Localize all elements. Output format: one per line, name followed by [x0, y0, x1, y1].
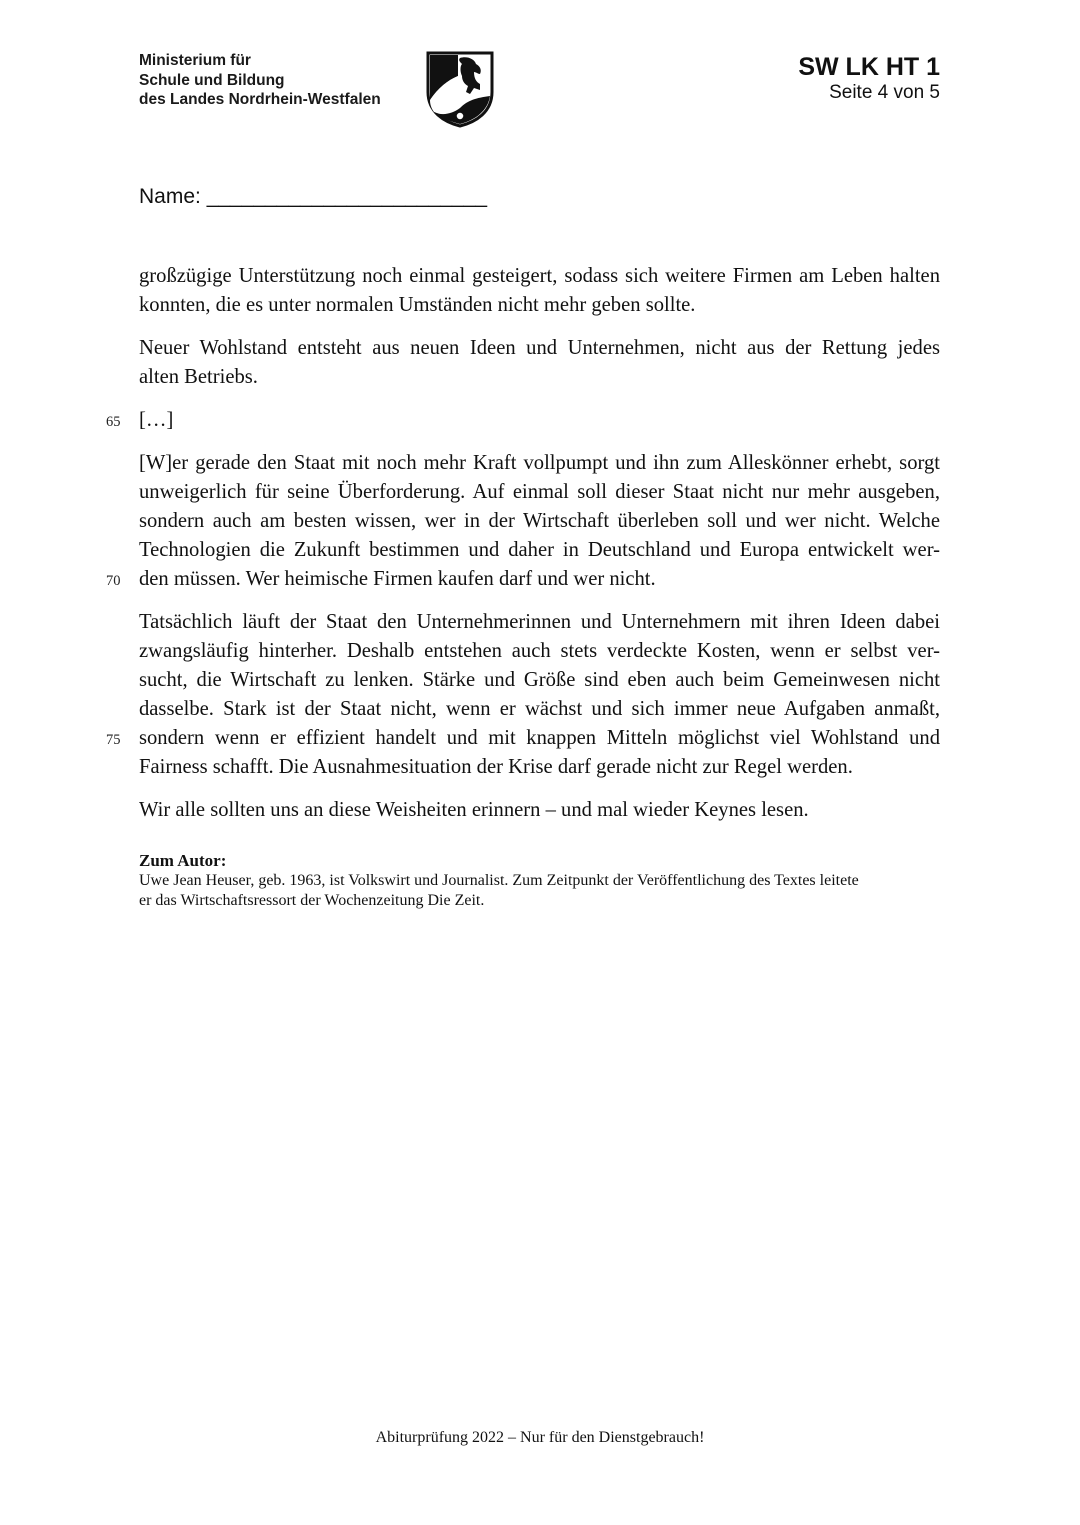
exam-code: SW LK HT 1: [798, 53, 940, 81]
name-label: Name:: [139, 185, 201, 208]
ministry-line: Schule und Bildung: [139, 71, 285, 89]
text-line: sondern auch am besten wissen, wer in der Wirtschaft überleben soll und wer nicht. Welche: [139, 510, 940, 532]
line-text: sondern wenn er effizient handelt und mit knappen Mitteln möglichst viel Wohlstand und: [139, 727, 940, 749]
text-line: sucht, die Wirtschaft zu lenken. Stärke und Größe sind eben auch beim Gemeinwesen nicht: [139, 669, 940, 691]
line-number: 65: [106, 414, 121, 430]
author-line: Uwe Jean Heuser, geb. 1963, ist Volkswirt und Journalist. Zum Zeitpunkt der Veröffentlichung des Textes leitete: [139, 872, 859, 889]
text-line: unweigerlich für seine Überforderung. Auf einmal soll dieser Staat nicht nur mehr ausgeben,: [139, 481, 940, 503]
text-line: zwangsläufig hinterher. Deshalb entstehen auch stets verdeckte Kosten, wenn er selbst ver-: [139, 640, 940, 662]
nrw-crest-icon: [424, 50, 496, 128]
text-line: Tatsächlich läuft der Staat den Unternehmerinnen und Unternehmern mit ihren Ideen dabei: [139, 611, 940, 633]
text-line: Wir alle sollten uns an diese Weisheiten erinnern – und mal wieder Keynes lesen.: [139, 799, 809, 821]
author-note: [139, 851, 940, 911]
text-line: [W]er gerade den Staat mit noch mehr Kraft vollpumpt und ihn zum Alleskönner erhebt, sorgt: [139, 452, 940, 474]
paragraph: [139, 334, 940, 392]
text-line: konnten, die es unter normalen Umständen nicht mehr geben sollte.: [139, 294, 696, 316]
name-blank: ________________________: [206, 185, 488, 208]
name-field: [139, 185, 487, 209]
text-line: dasselbe. Stark ist der Staat nicht, wenn er wächst und sich immer neue Aufgaben anmaßt,: [139, 698, 940, 720]
line-number: 75: [106, 732, 121, 748]
text-line: [106, 565, 940, 594]
text-line: [106, 724, 940, 753]
article-body: [106, 262, 940, 839]
ellipsis-text: […]: [139, 409, 174, 431]
text-line: Neuer Wohlstand entsteht aus neuen Ideen und Unternehmen, nicht aus der Rettung jedes: [139, 337, 940, 359]
ministry-line: des Landes Nordrhein-Westfalen: [139, 91, 381, 108]
paragraph: [139, 262, 940, 320]
page-number: Seite 4 von 5: [829, 82, 940, 103]
text-line: Technologien die Zukunft bestimmen und daher in Deutschland und Europa entwickelt wer-: [139, 539, 940, 561]
paragraph: [139, 796, 940, 825]
text-line: Fairness schafft. Die Ausnahmesituation der Krise darf gerade nicht zur Regel werden.: [139, 756, 853, 778]
ministry-line: Ministerium für: [139, 52, 251, 69]
paragraph: [106, 406, 940, 435]
text-line: [106, 406, 940, 435]
paragraph: [106, 608, 940, 782]
author-heading: Zum Autor:: [139, 851, 227, 870]
text-line: alten Betriebs.: [139, 366, 258, 388]
document-header: [798, 53, 940, 105]
text-line: großzügige Unterstützung noch einmal gesteigert, sodass sich weitere Firmen am Leben halten: [139, 265, 940, 287]
ministry-name: [139, 51, 381, 110]
line-text: den müssen. Wer heimische Firmen kaufen darf und wer nicht.: [139, 568, 656, 590]
page-footer: Abiturprüfung 2022 – Nur für den Dienstgebrauch!: [375, 1429, 705, 1446]
paragraph: [106, 449, 940, 594]
author-line: er das Wirtschaftsressort der Wochenzeitung Die Zeit.: [139, 892, 485, 909]
line-number: 70: [106, 573, 121, 589]
